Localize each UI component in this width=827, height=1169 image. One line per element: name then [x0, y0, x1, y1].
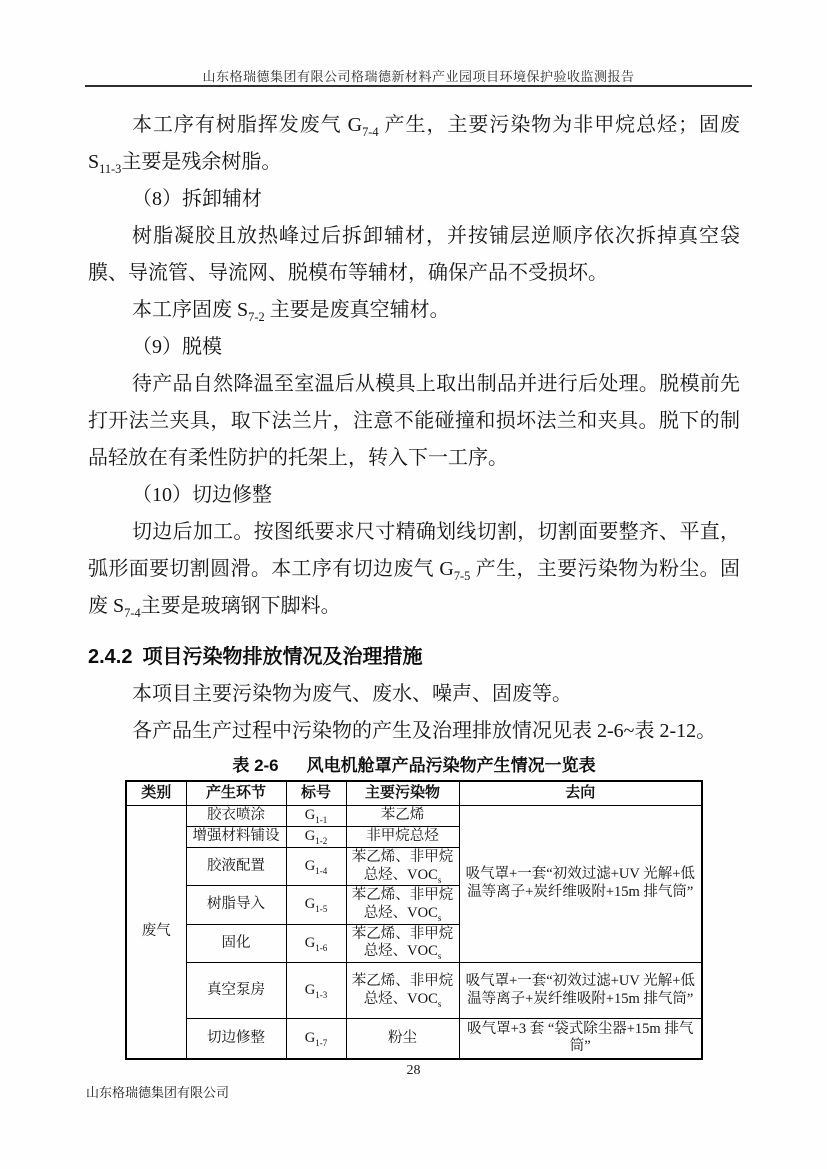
col-header-destination: 去向 [459, 781, 702, 806]
code-base: G [304, 807, 316, 824]
text-run: 苯乙烯、非甲烷总烃、VOC [351, 849, 454, 883]
cell-pollutants: 非甲烷总烃 [346, 827, 459, 848]
code-subscript: 1-1 [315, 815, 328, 826]
paragraph-table-reference: 各产品生产过程中污染物的产生及治理排放情况见表 2-6~表 2-12。 [132, 720, 717, 742]
cell-destination-merged: 吸气罩+一套“初效过滤+UV 光解+低温等离子+炭纤维吸附+15m 排气筒” [459, 806, 702, 963]
text-run: 苯乙烯、非甲烷总烃、VOC [351, 972, 454, 1007]
text-run: 苯乙烯、非甲烷总烃、VOC [351, 925, 454, 960]
cell-code [286, 924, 346, 962]
cell-stage: 固化 [186, 924, 286, 962]
code-subscript: 1-5 [315, 904, 328, 915]
subscript: 7-5 [453, 569, 471, 583]
code-base: G [304, 896, 316, 913]
code-subscript: 1-6 [315, 942, 328, 953]
cell-pollutants [346, 963, 459, 1019]
cell-code [286, 806, 346, 827]
cell-pollutants [346, 886, 459, 924]
table-row [126, 963, 702, 1019]
subscript: 7-4 [124, 606, 141, 620]
col-header-pollutants: 主要污染物 [346, 781, 459, 806]
table-header-row [126, 781, 702, 806]
section-number: 2.4.2 [88, 646, 133, 668]
paragraph-resin-offgas [88, 107, 740, 181]
cell-code [286, 886, 346, 924]
col-header-code: 标号 [286, 781, 346, 806]
page-number: 28 [406, 1063, 421, 1078]
text-run: 本工序有树脂挥发废气 G [132, 114, 363, 136]
cell-destination: 吸气罩+一套“初效过滤+UV 光解+低温等离子+炭纤维吸附+15m 排气筒” [459, 963, 702, 1019]
table-caption [88, 754, 740, 778]
pollution-table [125, 780, 703, 1060]
cell-stage: 胶衣喷涂 [186, 806, 286, 827]
subscript: s [437, 998, 442, 1009]
col-header-stage: 产生环节 [186, 781, 286, 806]
text-run: 产生，主要污染物为粉尘。固废 S [88, 558, 740, 617]
subscript: 7-2 [248, 310, 265, 324]
code-base: G [304, 934, 316, 951]
cell-pollutants [346, 848, 459, 886]
code-subscript: 1-4 [315, 865, 328, 876]
code-subscript: 1-3 [315, 989, 328, 1000]
text-run: 主要是残余树脂。 [121, 151, 282, 173]
text-run: 切边后加工。按图纸要求尺寸精确划线切割，切割面要整齐、平直，弧形面要切割圆滑。本工序有切边废气 G [88, 521, 740, 580]
code-base: G [304, 857, 316, 874]
table-label: 表 2-6 [232, 756, 279, 775]
cell-stage: 胶液配置 [186, 848, 286, 886]
cell-pollutants: 粉尘 [346, 1019, 459, 1059]
code-base: G [304, 1029, 316, 1046]
code-subscript: 1-7 [315, 1037, 328, 1048]
code-subscript: 1-2 [315, 836, 328, 847]
cell-code [286, 827, 346, 848]
section-heading [88, 639, 740, 676]
text-run: 主要是废真空辅材。 [264, 299, 450, 321]
text-run: 主要是玻璃钢下脚料。 [140, 595, 341, 617]
cell-pollutants: 苯乙烯 [346, 806, 459, 827]
document-body [88, 107, 740, 1060]
footer-company-name: 山东格瑞德集团有限公司 [86, 1085, 230, 1100]
paragraph-step10-heading: （10）切边修整 [132, 484, 272, 506]
cell-stage: 增强材料铺设 [186, 827, 286, 848]
subscript: 7-4 [362, 125, 379, 139]
cell-stage: 真空泵房 [186, 963, 286, 1019]
cell-code [286, 1019, 346, 1059]
paragraph-step8-waste [88, 292, 740, 329]
cell-destination: 吸气罩+3 套 “袋式除尘器+15m 排气筒” [459, 1019, 702, 1059]
code-base: G [304, 981, 316, 998]
paragraph-step9-detail: 待产品自然降温至室温后从模具上取出制品并进行后处理。脱模前先打开法兰夹具，取下法兰片，注意不能碰撞和损坏法兰和夹具。脱下的制品轻放在有柔性防护的托架上，转入下一工序。 [88, 373, 740, 469]
header-divider [85, 85, 752, 87]
text-run: 本工序固废 S [132, 299, 249, 321]
paragraph-step10-detail [88, 514, 740, 625]
paragraph-step8-detail: 树脂凝胶且放热峰过后拆卸辅材，并按铺层逆顺序依次拆掉真空袋膜、导流管、导流网、脱模布等辅材，确保产品不受损坏。 [88, 225, 740, 284]
cell-stage: 切边修整 [186, 1019, 286, 1059]
col-header-category: 类别 [126, 781, 186, 806]
subscript: s [437, 912, 442, 923]
cell-stage: 树脂导入 [186, 886, 286, 924]
cell-category: 废气 [126, 806, 186, 1059]
text-run: 产生，主要污染物为非甲烷总烃；固废 S [88, 114, 740, 173]
code-base: G [304, 828, 316, 845]
table-row [126, 806, 702, 827]
text-run: 苯乙烯、非甲烷总烃、VOC [351, 887, 454, 922]
cell-code [286, 963, 346, 1019]
paragraph-pollutant-summary: 本项目主要污染物为废气、废水、噪声、固废等。 [132, 683, 572, 705]
subscript: 11-3 [99, 162, 122, 176]
page-header-title: 山东格瑞德集团有限公司格瑞德新材料产业园项目环境保护验收监测报告 [202, 69, 635, 84]
subscript: s [437, 951, 442, 962]
paragraph-step8-heading: （8）拆卸辅材 [132, 188, 262, 210]
table-caption-text: 风电机舱罩产品污染物产生情况一览表 [306, 756, 596, 775]
table-row [126, 1019, 702, 1059]
cell-pollutants [346, 924, 459, 962]
paragraph-step9-heading: （9）脱模 [132, 336, 222, 358]
cell-code [286, 848, 346, 886]
section-title: 项目污染物排放情况及治理措施 [142, 646, 423, 668]
subscript: s [437, 874, 442, 885]
